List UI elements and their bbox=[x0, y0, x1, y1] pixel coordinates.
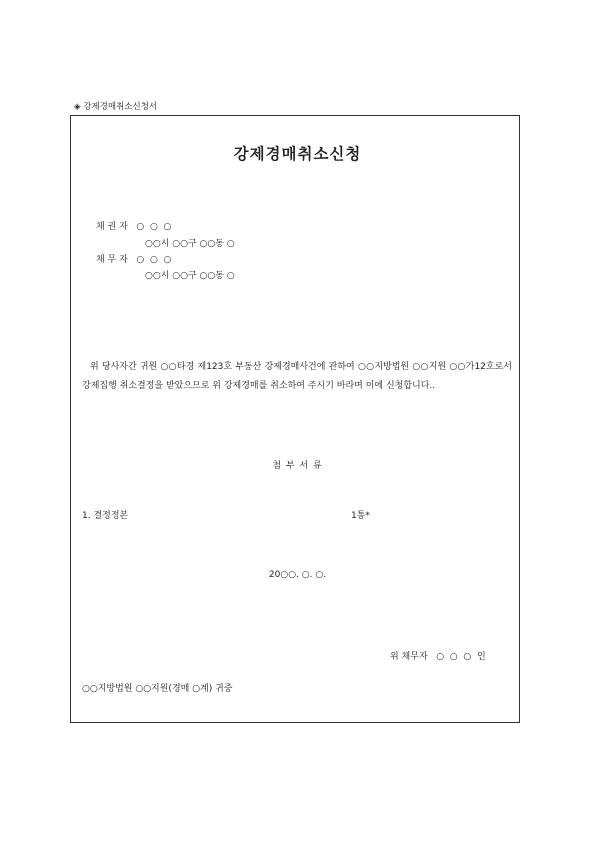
form-caption: ◈ 강제경매취소신청서 bbox=[74, 102, 158, 112]
document-frame bbox=[70, 115, 520, 723]
debtor-row bbox=[96, 252, 171, 265]
creditor-address: ○○시 ○○구 ○○동 ○ bbox=[145, 239, 235, 249]
document-title: 강제경매취소신청 bbox=[233, 145, 362, 163]
petition-body: 위 당사자간 귀원 ○○타경 제123호 부동산 강제경매사건에 관하여 ○○지방법원 ○○지원 ○○가12호로서 강제집행 취소결정을 받았으므로 위 강제경매를 취소하여 주시기 바라며 이에 신청합니다.. bbox=[82, 362, 512, 391]
court-addressee: ○○지방법원 ○○지원(경매 ○계) 귀중 bbox=[82, 684, 233, 694]
filing-date: 20○○. ○. ○. bbox=[268, 570, 327, 580]
debtor-name: ○ ○ ○ bbox=[136, 255, 172, 265]
attachment-item-name: 1. 결정정본 bbox=[82, 511, 129, 521]
debtor-address: ○○시 ○○구 ○○동 ○ bbox=[145, 271, 235, 281]
debtor-label: 채 무 자 bbox=[96, 255, 128, 265]
debtor-signature-line: 위 채무자 ○ ○ ○ 인 bbox=[390, 652, 486, 662]
attachment-item-count: 1통* bbox=[351, 511, 370, 521]
creditor-row bbox=[96, 219, 171, 232]
creditor-label: 채 권 자 bbox=[96, 222, 128, 232]
attachments-heading: 첨 부 서 류 bbox=[272, 461, 323, 471]
creditor-name: ○ ○ ○ bbox=[136, 222, 172, 232]
